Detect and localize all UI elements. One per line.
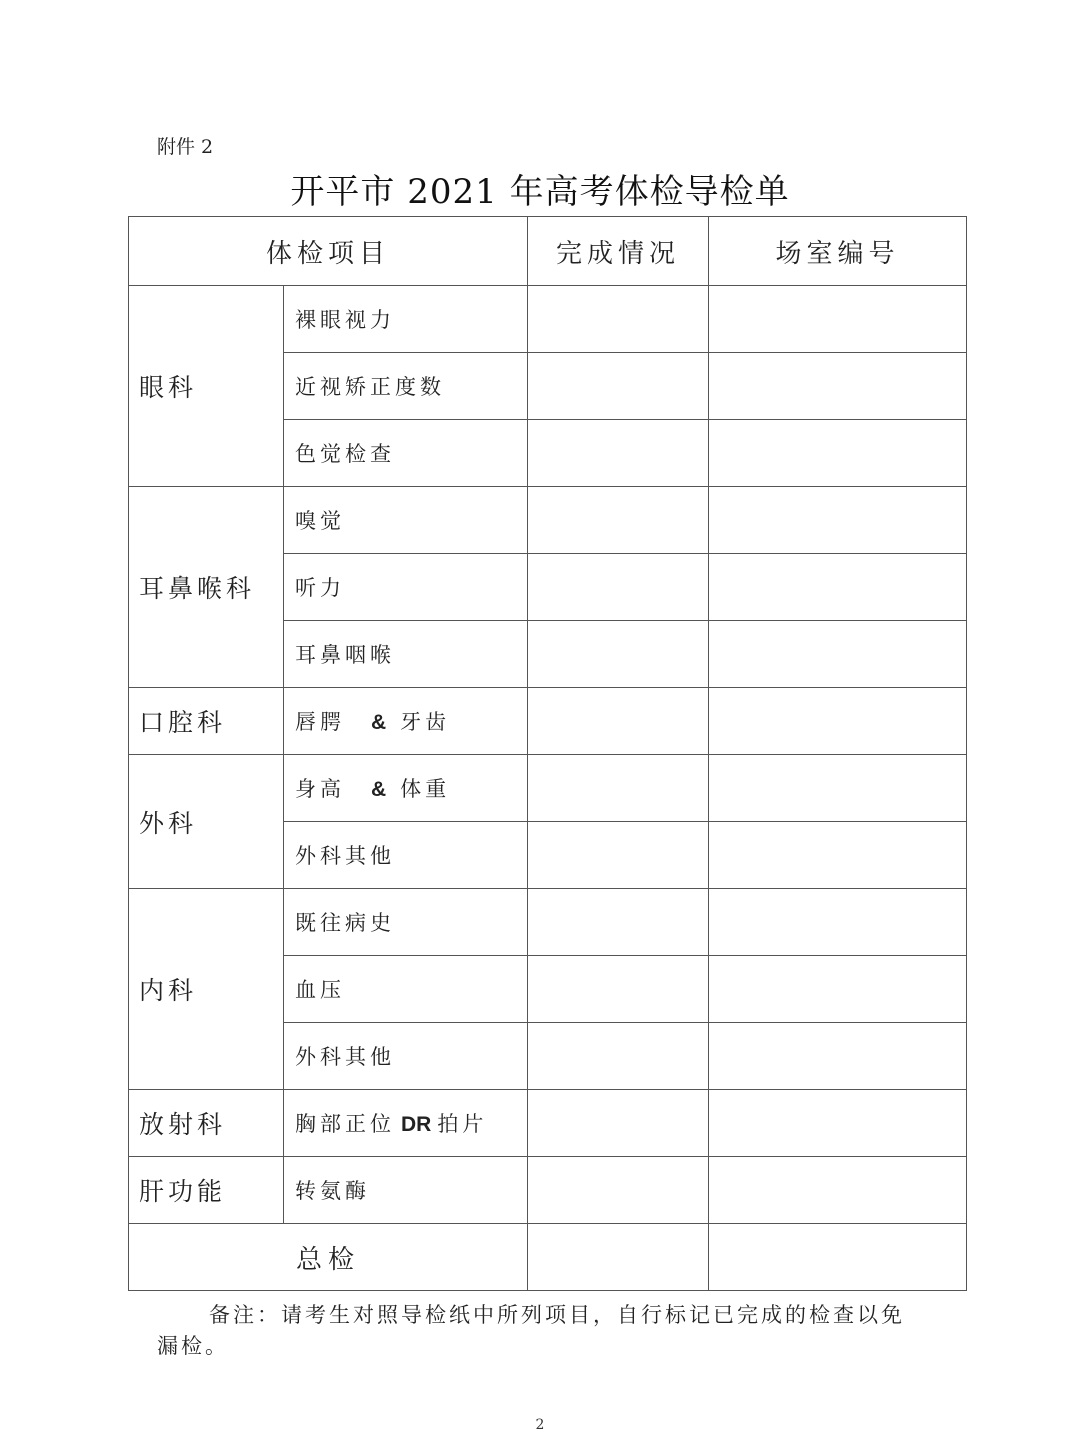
- room-number-cell[interactable]: [709, 554, 967, 621]
- completion-cell[interactable]: [528, 286, 709, 353]
- exam-item-part: 牙齿: [400, 710, 451, 734]
- department-dental: 口腔科: [129, 688, 284, 755]
- room-number-cell[interactable]: [709, 956, 967, 1023]
- exam-item: 既往病史: [284, 889, 528, 956]
- exam-item-part: 唇腭: [295, 710, 345, 734]
- exam-item: 转氨酶: [284, 1157, 528, 1224]
- room-number-cell[interactable]: [709, 755, 967, 822]
- room-number-cell[interactable]: [709, 621, 967, 688]
- department-surgery: 外科: [129, 755, 284, 889]
- exam-item-part: 身高: [295, 777, 345, 801]
- exam-item: 裸眼视力: [284, 286, 528, 353]
- department-internal-medicine: 内科: [129, 889, 284, 1090]
- note-text: 备注：请考生对照导检纸中所列项目，自行标记已完成的检查以免漏检。: [157, 1303, 905, 1358]
- column-header-room-number: 场室编号: [709, 217, 967, 286]
- table-row-total: [129, 1224, 967, 1291]
- exam-item: 外科其他: [284, 1023, 528, 1090]
- table-row: [129, 487, 967, 554]
- column-header-exam-item: 体检项目: [129, 217, 528, 286]
- room-number-cell[interactable]: [709, 889, 967, 956]
- dr-label: DR: [401, 1113, 432, 1136]
- exam-item: 听力: [284, 554, 528, 621]
- completion-cell[interactable]: [528, 755, 709, 822]
- table-row: [129, 1157, 967, 1224]
- exam-item: 血压: [284, 956, 528, 1023]
- completion-cell[interactable]: [528, 1157, 709, 1224]
- completion-cell[interactable]: [528, 554, 709, 621]
- exam-item: 近视矫正度数: [284, 353, 528, 420]
- room-number-cell[interactable]: [709, 1224, 967, 1291]
- attachment-label: 附件 2: [157, 136, 214, 158]
- ampersand: &: [371, 778, 387, 801]
- ampersand: &: [371, 711, 387, 734]
- completion-cell[interactable]: [528, 1224, 709, 1291]
- completion-cell[interactable]: [528, 889, 709, 956]
- table-header-row: [129, 217, 967, 286]
- page-number: 2: [535, 1417, 545, 1433]
- exam-item: [284, 755, 528, 822]
- checklist-table: [128, 216, 967, 1291]
- department-liver-function: 肝功能: [129, 1157, 284, 1224]
- exam-item: [284, 688, 528, 755]
- page-title: 开平市 2021 年高考体检导检单: [290, 172, 790, 212]
- completion-cell[interactable]: [528, 1023, 709, 1090]
- completion-cell[interactable]: [528, 621, 709, 688]
- completion-cell[interactable]: [528, 353, 709, 420]
- room-number-cell[interactable]: [709, 487, 967, 554]
- room-number-cell[interactable]: [709, 353, 967, 420]
- room-number-cell[interactable]: [709, 1090, 967, 1157]
- room-number-cell[interactable]: [709, 420, 967, 487]
- exam-item: 耳鼻咽喉: [284, 621, 528, 688]
- exam-item-part: 体重: [400, 777, 451, 801]
- room-number-cell[interactable]: [709, 688, 967, 755]
- exam-item: 外科其他: [284, 822, 528, 889]
- table-row: [129, 889, 967, 956]
- room-number-cell[interactable]: [709, 1157, 967, 1224]
- completion-cell[interactable]: [528, 1090, 709, 1157]
- department-ent: 耳鼻喉科: [129, 487, 284, 688]
- column-header-completion: 完成情况: [528, 217, 709, 286]
- room-number-cell[interactable]: [709, 286, 967, 353]
- department-radiology: 放射科: [129, 1090, 284, 1157]
- department-ophthalmology: 眼科: [129, 286, 284, 487]
- exam-item-part: 胸部正位: [295, 1112, 395, 1136]
- table-row: [129, 688, 967, 755]
- exam-item: 嗅觉: [284, 487, 528, 554]
- completion-cell[interactable]: [528, 688, 709, 755]
- completion-cell[interactable]: [528, 822, 709, 889]
- exam-item-part: 拍片: [437, 1112, 488, 1136]
- completion-cell[interactable]: [528, 956, 709, 1023]
- room-number-cell[interactable]: [709, 1023, 967, 1090]
- table-row: [129, 286, 967, 353]
- exam-item: 色觉检查: [284, 420, 528, 487]
- total-check-label: 总检: [129, 1224, 528, 1291]
- completion-cell[interactable]: [528, 420, 709, 487]
- exam-item: [284, 1090, 528, 1157]
- table-row: [129, 1090, 967, 1157]
- completion-cell[interactable]: [528, 487, 709, 554]
- room-number-cell[interactable]: [709, 822, 967, 889]
- table-row: [129, 755, 967, 822]
